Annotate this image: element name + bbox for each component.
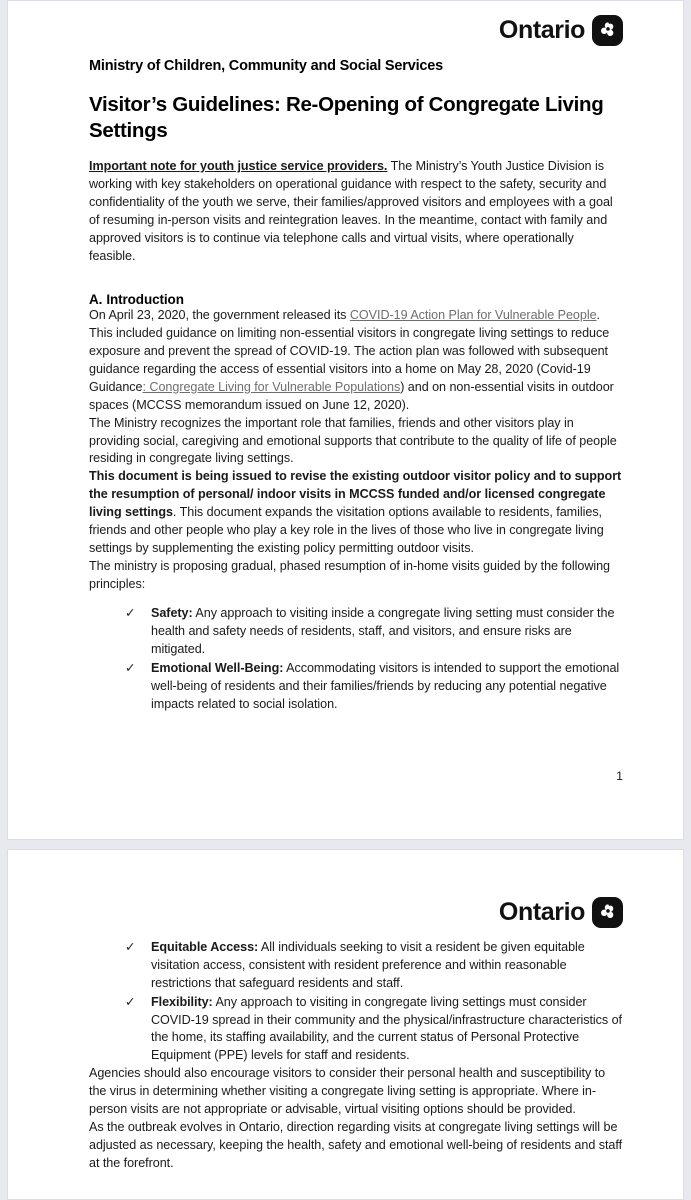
congregate-living-guidance-link[interactable]: : Congregate Living for Vulnerable Populations	[142, 379, 401, 394]
checkmark-icon: ✓	[125, 994, 136, 1009]
principles-lead-paragraph: The ministry is proposing gradual, phased resumption of in-home visits guided by the following principles:	[89, 558, 611, 591]
checkmark-icon: ✓	[125, 940, 136, 954]
principles-list-page-2	[89, 939, 623, 1065]
list-item	[125, 605, 623, 659]
page-separator	[0, 840, 691, 849]
youth-justice-note-text: The Ministry’s Youth Justice Division is working with key stakeholders on operational guidance with respect to the safety, security and confidentiality of the youth we serve, their families/approved visitors and employees with a goal of resuming in-person visits and reintegration leaves. In the meantime, contact with family and approved visitors is to continue via telephone calls and virtual visits, where operationally feasible.	[89, 159, 613, 263]
ontario-trillium-icon	[592, 15, 623, 46]
principle-text: Accommodating visitors is intended to support the emotional well-being of residents and their families/friends by reducing any potential negative impacts related to social isolation.	[151, 661, 620, 711]
document-purpose-paragraph	[89, 468, 623, 557]
principle-term: Equitable Access:	[151, 940, 259, 954]
ontario-logo	[499, 897, 623, 928]
ontario-logo-header-page-2	[89, 850, 623, 928]
ministry-recognition-paragraph: The Ministry recognizes the important role that families, friends and other visitors play in providing social, caregiving and emotional supports that contribute to the quality of life of people residing in congregate living settings.	[89, 415, 617, 466]
page-title: Visitor’s Guidelines: Re-Opening of Congregate Living Settings	[89, 93, 604, 143]
ontario-wordmark: Ontario	[498, 16, 585, 44]
list-item	[125, 660, 623, 714]
section-letter: A.	[89, 292, 103, 308]
ontario-logo	[499, 15, 623, 46]
document-purpose-rest: . This document expands the visitation options available to residents, families, friends and other people who play a key role in the lives of those who live in congregate living settings by supplementing the existing policy permitting outdoor visits.	[89, 505, 604, 555]
checkmark-icon: ✓	[125, 606, 136, 621]
principle-term: Safety:	[151, 606, 193, 621]
principles-list-page-1	[89, 605, 623, 713]
document-page-2	[7, 849, 684, 1200]
outbreak-paragraph: As the outbreak evolves in Ontario, direction regarding visits at congregate living settings will be adjusted as necessary, keeping the health, safety and emotional well-being of residents and staff at the forefront.	[89, 1119, 623, 1170]
youth-justice-note	[89, 158, 623, 265]
checkmark-icon: ✓	[125, 661, 136, 676]
ministry-name: Ministry of Children, Community and Social Services	[89, 58, 443, 74]
section-heading-introduction	[89, 292, 623, 307]
principle-text: Any approach to visiting inside a congregate living setting must consider the health and safety needs of residents, staff, and visitors, and ensure risks are mitigated.	[151, 606, 615, 657]
principle-term: Emotional Well-Being:	[151, 661, 284, 676]
list-item	[125, 939, 623, 993]
intro-part-3: ) and on non-essential visits in outdoor spaces (MCCSS memorandum issued on June 12, 2020).	[89, 379, 614, 412]
ontario-wordmark: Ontario	[498, 898, 585, 926]
principle-text: All individuals seeking to visit a resident be given equitable visitation access, consistent with resident preference and within reasonable restrictions that safeguard residents and staff.	[151, 940, 585, 990]
section-title: Introduction	[106, 292, 184, 308]
intro-part-2: . This included guidance on limiting non-essential visitors in congregate living settings to reduce exposure and prevent the spread of COVID-19. The action plan was followed with subsequent guidance regarding the access of essential visitors into a home on May 28, 2020 (Covid-19 Guidance	[89, 308, 610, 394]
covid-action-plan-link[interactable]: COVID-19 Action Plan for Vulnerable People	[349, 308, 597, 323]
principle-text: Any approach to visiting in congregate living settings must consider COVID-19 spread in their community and the physical/infrastructure characteristics of the home, its staffing availability, and the current status of Personal Protective Equipment (PPE) levels for staff and residents.	[151, 994, 623, 1063]
youth-justice-note-lead: Important note for youth justice service providers.	[89, 159, 388, 174]
ontario-logo-header	[89, 1, 623, 46]
principle-term: Flexibility:	[151, 994, 213, 1009]
ontario-trillium-icon	[592, 897, 623, 928]
document-purpose-bold: This document is being issued to revise the existing outdoor visitor policy and to support the resumption of personal/ indoor visits in MCCSS funded and/or licensed congregate living settings	[89, 469, 622, 520]
document-page-1	[7, 0, 684, 840]
page-number: 1	[616, 769, 623, 783]
agencies-paragraph: Agencies should also encourage visitors to consider their personal health and susceptibility to the virus in determining whether visiting a congregate living setting is appropriate. Where in-person visits are not appropriate or advisable, virtual visiting options should be provided.	[89, 1066, 606, 1116]
list-item	[125, 994, 623, 1066]
intro-part-1: On April 23, 2020, the government released its	[89, 308, 350, 323]
intro-paragraph	[89, 307, 623, 414]
